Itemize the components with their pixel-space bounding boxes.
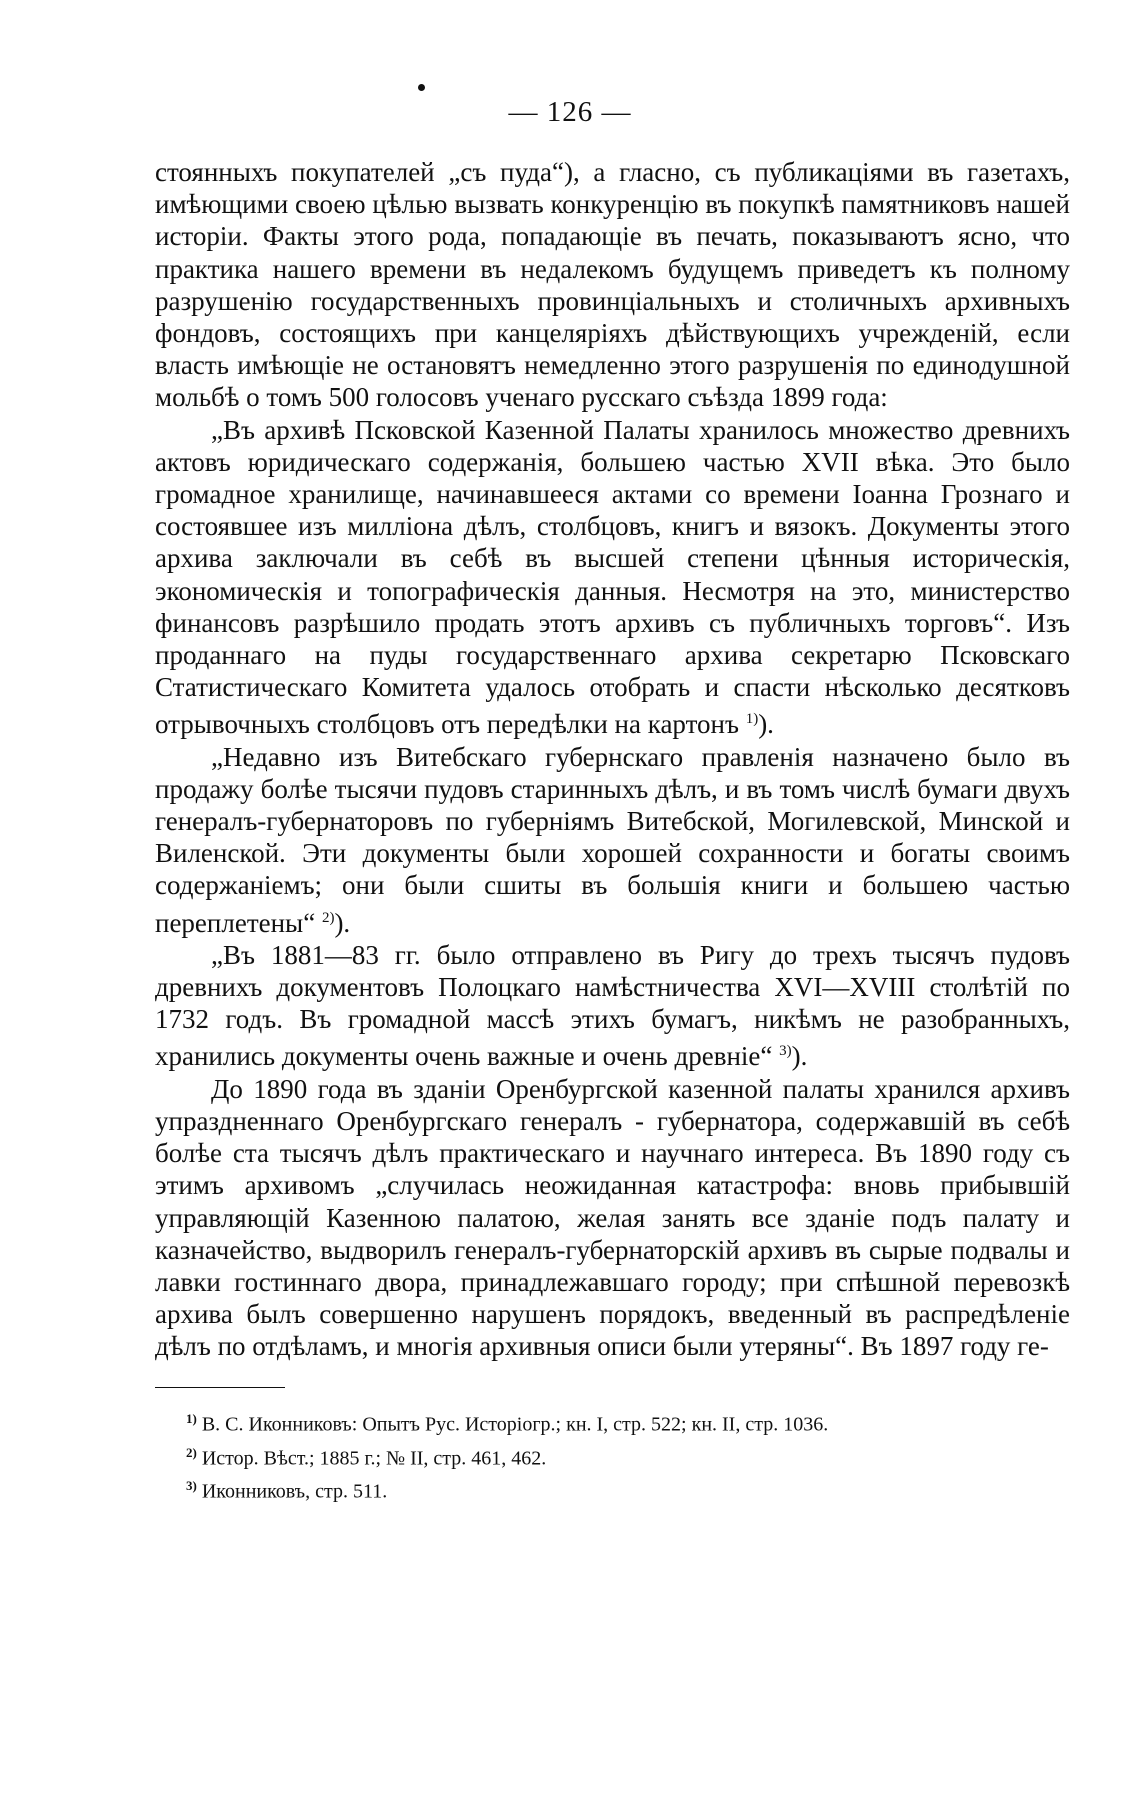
paragraph-5 xyxy=(155,1073,1070,1363)
footnote-1 xyxy=(186,1405,1066,1439)
footnote-1-mark: 1) xyxy=(186,1411,197,1426)
footnote-3 xyxy=(186,1472,1066,1506)
paragraph-4-tail: ). xyxy=(791,1041,808,1072)
page-number: — 126 — xyxy=(508,96,632,128)
paragraph-3-text: „Недавно изъ Витебскаго губернскаго правленія назначено было въ продажу болѣе тысячи пудовъ старинныхъ дѣлъ, и въ томъ числѣ бумаги двухъ генералъ-губернаторовъ по губерніямъ Витебской, Могилевской, Минской и Виленской. Эти документы были хорошей сохранности и богаты своимъ содержаніемъ; они были сшиты въ большія книги и большею частью переплетены“ xyxy=(155,741,1070,938)
footnotes xyxy=(186,1405,1066,1506)
footnote-3-text: Иконниковъ, стр. 511. xyxy=(201,1480,388,1503)
body-text xyxy=(155,156,1070,1363)
paragraph-5-text: До 1890 года въ зданіи Оренбургской казенной палаты хранился архивъ упраздненнаго Оренбургскаго генералъ - губернатора, содержавшій въ себѣ болѣе ста тысячъ дѣлъ практическаго и научнаго интереса. Въ 1890 году съ этимъ архивомъ „случилась неожиданная катастрофа: вновь прибывшій управляющій Казенною палатою, желая занять все зданіе подъ палату и казначейство, выдворилъ генералъ-губернаторскій архивъ въ сырые подвалы и лавки гостиннаго двора, принадлежавшаго городу; при спѣшной перевозкѣ архива былъ совершенно нарушенъ порядокъ, введенный въ распредѣленіе дѣлъ по отдѣламъ, и многія архивныя описи были утеряны“. Въ 1897 году ге- xyxy=(155,1073,1070,1362)
paragraph-1-text: стоянныхъ покупателей „съ пуда“), а гласно, съ публикаціями въ газетахъ, имѣющими своею цѣлью вызвать конкуренцію въ покупкѣ памятниковъ нашей исторіи. Факты этого рода, попадающіе въ печать, показываютъ ясно, что практика нашего времени въ недалекомъ будущемъ приведетъ къ полному разрушенію государственныхъ провинціальныхъ и столичныхъ архивныхъ фондовъ, состоящихъ при канцеляріяхъ дѣйствующихъ учрежденій, если власть имѣющіе не остановятъ немедленно этого разрушенія по единодушной мольбѣ о томъ 500 голосовъ ученаго русскаго съѣзда 1899 года: xyxy=(155,157,1070,413)
footnote-1-text: В. С. Иконниковъ: Опытъ Рус. Исторіогр.; кн. I, стр. 522; кн. II, стр. 1036. xyxy=(201,1413,829,1436)
footnote-ref-3: 3) xyxy=(779,1043,792,1060)
paragraph-2 xyxy=(155,414,1070,741)
paragraph-3 xyxy=(155,741,1070,939)
footnote-ref-1: 1) xyxy=(745,711,759,728)
paragraph-4-text: „Въ 1881—83 гг. было отправлено въ Ригу до трехъ тысячъ пудовъ древнихъ документовъ Полоцкаго намѣстничества XVI—XVIII столѣтій по 1732 годъ. Въ громадной массѣ этихъ бумагъ, никѣмъ не разобранныхъ, хранились документы очень важные и очень древніе“ xyxy=(155,939,1070,1072)
footnote-2 xyxy=(186,1439,1066,1473)
paragraph-2-text: „Въ архивѣ Псковской Казенной Палаты хранилось множество древнихъ актовъ юридическаго содержанія, большею частью XVII вѣка. Это было громадное хранилище, начинавшееся актами со времени Іоанна Грознаго и состоявшее изъ милліона дѣлъ, столбцовъ, книгъ и вязокъ. Документы этого архива заключали въ себѣ въ высшей степени цѣнныя историческія, экономическія и топографическія данныя. Несмотря на это, министерство финансовъ разрѣшило продать этотъ архивъ съ публичныхъ торговъ“. Изъ проданнаго на пуды государственнаго архива секретарю Псковскаго Статистическаго Комитета удалось отобрать и спасти нѣсколько десятковъ отрывочныхъ столбцовъ отъ передѣлки на картонъ xyxy=(155,414,1070,740)
print-speck xyxy=(418,84,425,91)
footnote-2-text: Истор. Вѣст.; 1885 г.; № II, стр. 461, 462. xyxy=(201,1447,547,1470)
footnote-3-mark: 3) xyxy=(186,1478,197,1494)
footnote-2-mark: 2) xyxy=(186,1444,197,1460)
paragraph-1 xyxy=(155,156,1070,414)
paragraph-4 xyxy=(155,939,1070,1073)
paragraph-3-tail: ). xyxy=(334,907,351,938)
paragraph-2-tail: ). xyxy=(758,709,774,740)
footnote-divider xyxy=(155,1387,285,1388)
footnote-ref-2: 2) xyxy=(321,909,335,926)
